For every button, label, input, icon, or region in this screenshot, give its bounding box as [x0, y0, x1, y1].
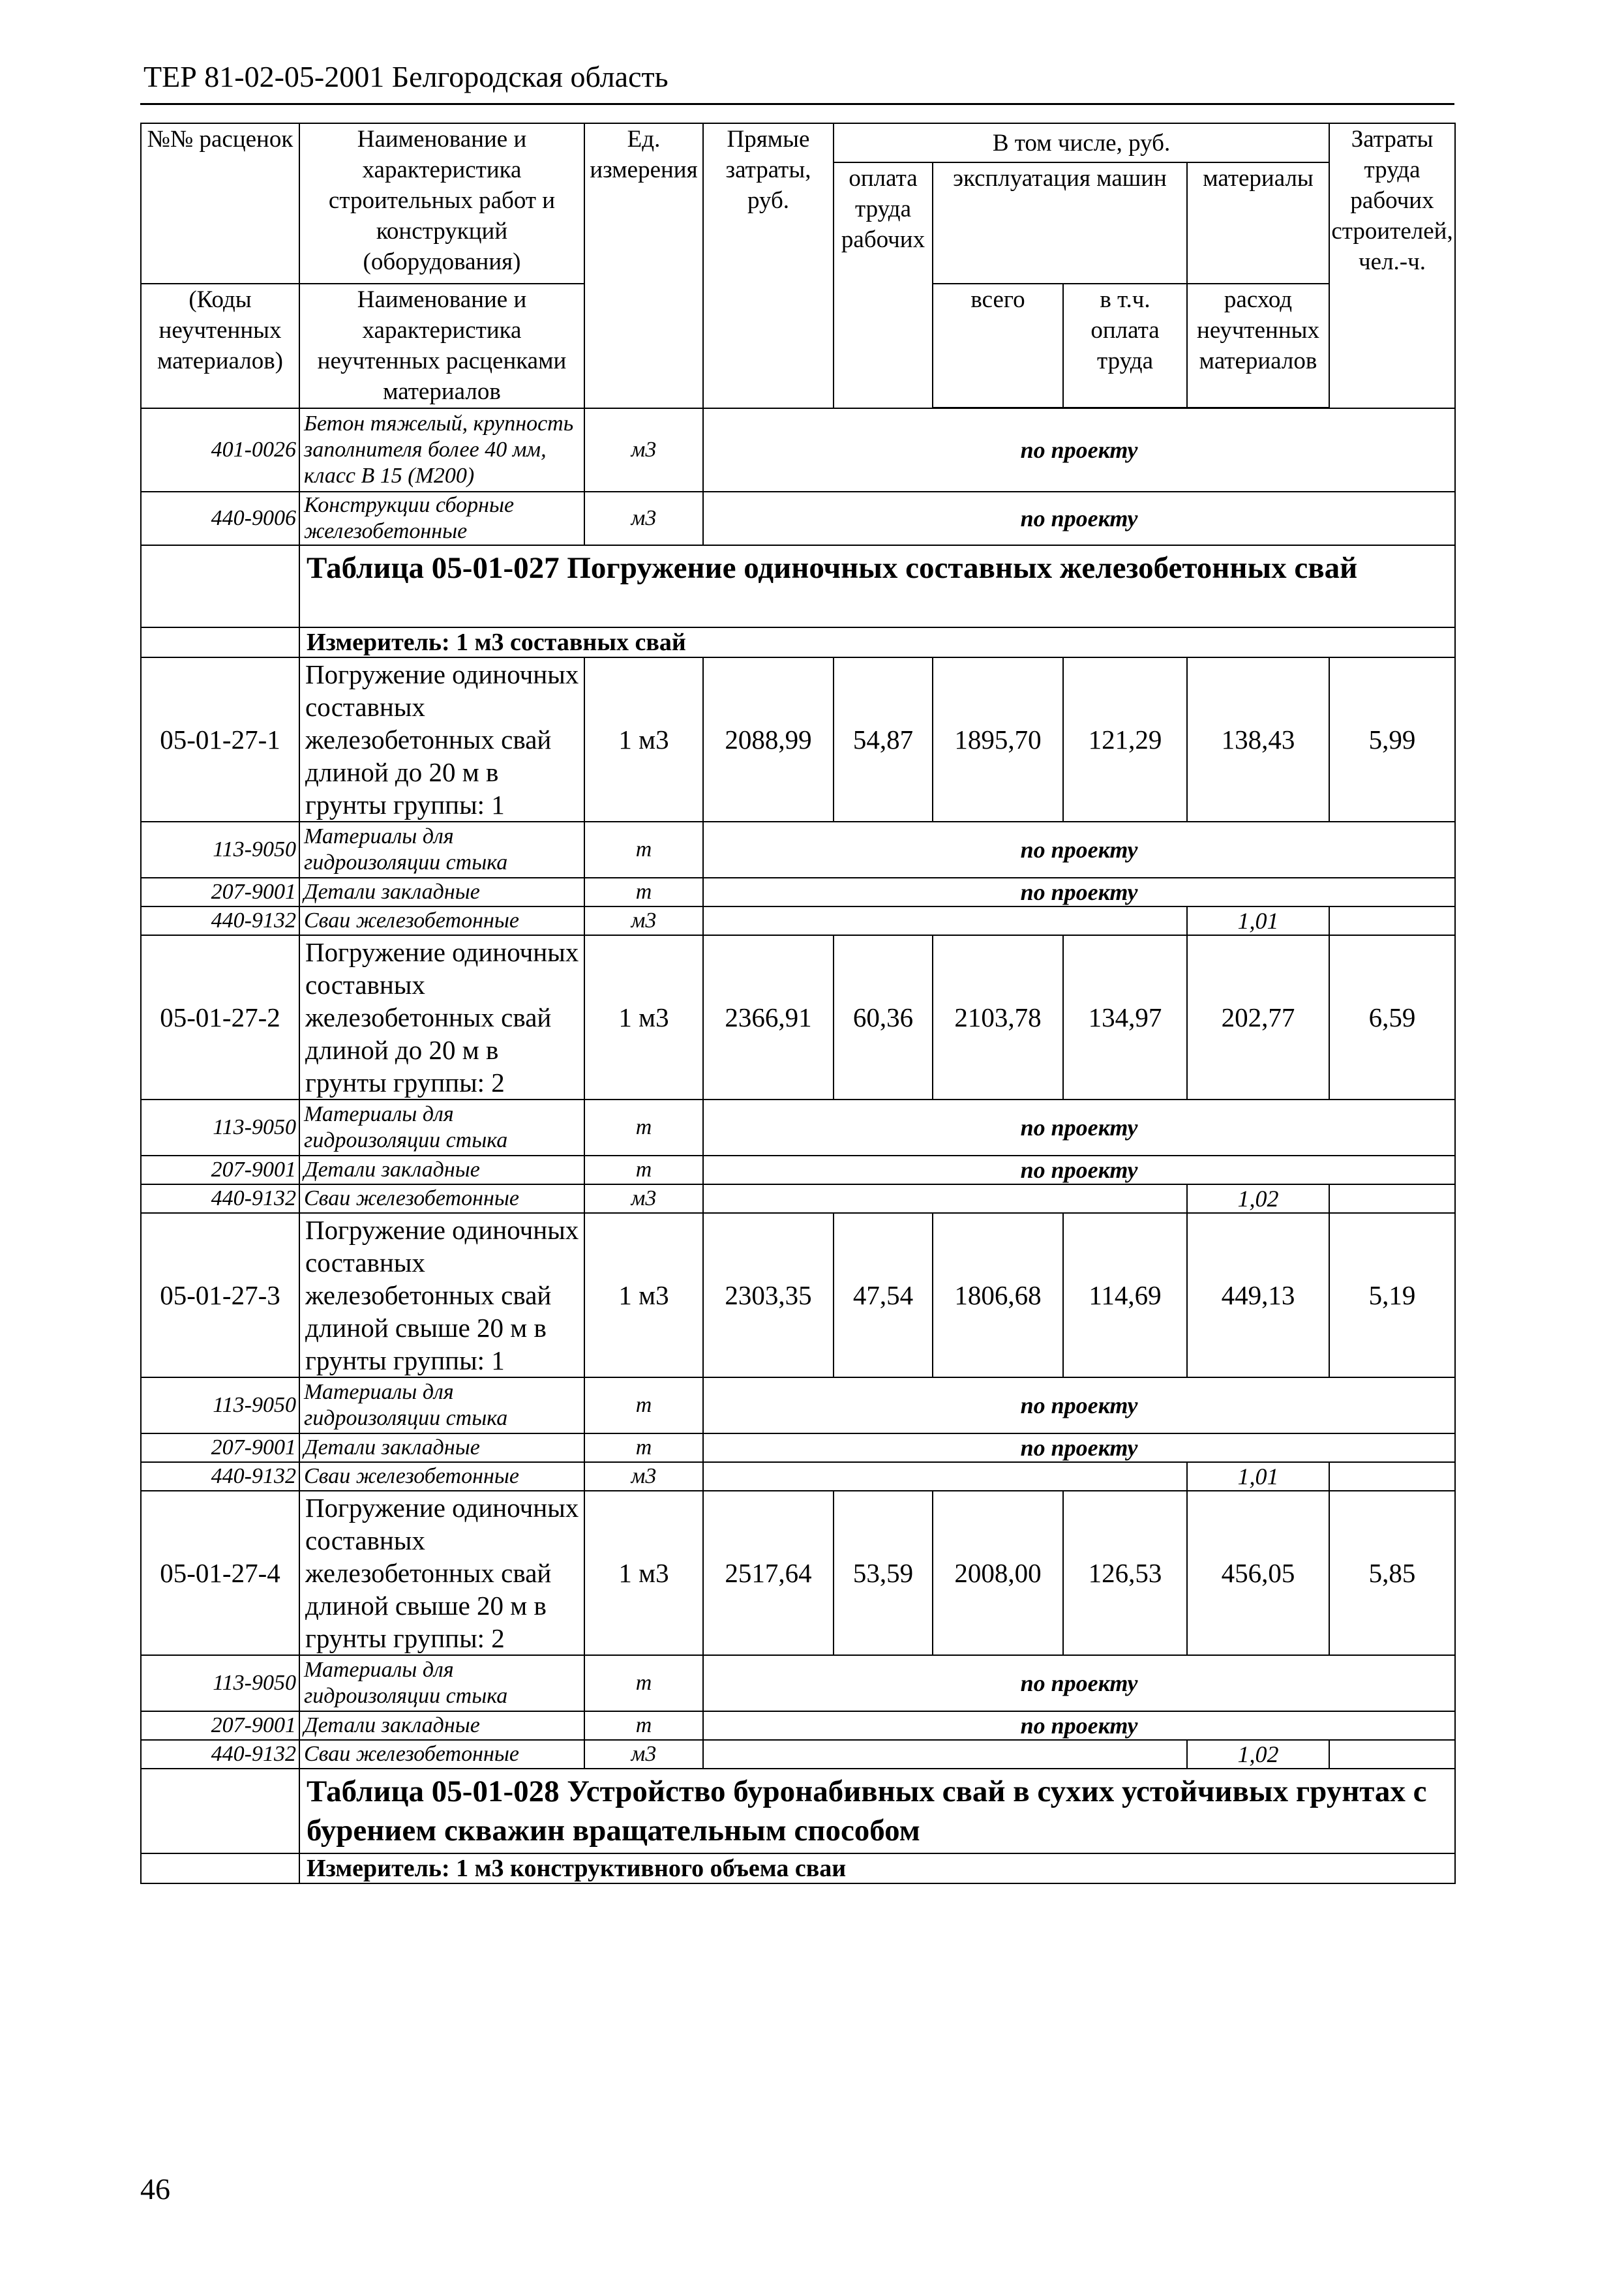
rate-code: 05-01-27-4 [141, 1491, 299, 1655]
material-quantity: 1,01 [1187, 906, 1329, 935]
rates-table [140, 123, 1456, 1884]
rate-labor-pay: 60,36 [834, 935, 933, 1100]
material-name: Материалы для гидроизоляции стыка [299, 1377, 584, 1433]
rate-unit: 1 м3 [584, 657, 703, 822]
material-code: 440-9132 [141, 906, 299, 935]
material-row [141, 1377, 1455, 1433]
col-direct-header: Прямые затраты, руб. [703, 123, 834, 408]
material-unit: м3 [584, 906, 703, 935]
material-row [141, 1433, 1455, 1462]
rate-code: 05-01-27-3 [141, 1213, 299, 1377]
material-code: 440-9132 [141, 1740, 299, 1769]
empty-cell [141, 1853, 299, 1883]
material-row [141, 1184, 1455, 1213]
material-value: по проекту [703, 1433, 1455, 1462]
header-rule [140, 103, 1454, 105]
table-title-row [141, 1769, 1455, 1853]
table-title-row [141, 545, 1455, 627]
material-code: 113-9050 [141, 1100, 299, 1156]
empty-cell [141, 627, 299, 657]
col-materials-header: материалы [1187, 162, 1329, 284]
col-mach-labor-header: в т.ч. оплата труда [1063, 284, 1187, 408]
rate-row [141, 657, 1455, 822]
rate-labor-hours: 5,85 [1329, 1491, 1455, 1655]
col-code2-header: (Коды неучтенных материалов) [141, 284, 299, 408]
rate-labor-pay: 54,87 [834, 657, 933, 822]
material-value: по проекту [703, 1100, 1455, 1156]
rate-name: Погружение одиночных составных железобетонных свай длиной до 20 м в грунты группы: 2 [299, 935, 584, 1100]
col-labor-pay-header: оплата труда рабочих [834, 162, 933, 408]
material-row [141, 1740, 1455, 1769]
col-machines-header: эксплуатация машин [933, 162, 1187, 284]
rate-name: Погружение одиночных составных железобетонных свай длиной до 20 м в грунты группы: 1 [299, 657, 584, 822]
empty-cell [703, 1184, 1187, 1213]
rate-direct-cost: 2366,91 [703, 935, 834, 1100]
table-meter: Измеритель: 1 м3 составных свай [299, 627, 1455, 657]
rate-materials: 138,43 [1187, 657, 1329, 822]
material-unit: т [584, 878, 703, 906]
material-name: Материалы для гидроизоляции стыка [299, 1655, 584, 1711]
col-name2-header: Наименование и характеристика неучтенных расценками материалов [299, 284, 584, 408]
material-unit: т [584, 1655, 703, 1711]
material-code: 207-9001 [141, 1711, 299, 1740]
rate-materials: 449,13 [1187, 1213, 1329, 1377]
material-row [141, 1711, 1455, 1740]
rate-code: 05-01-27-2 [141, 935, 299, 1100]
rate-labor-hours: 5,99 [1329, 657, 1455, 822]
rate-machines-labor: 134,97 [1063, 935, 1187, 1100]
material-code: 440-9132 [141, 1184, 299, 1213]
rate-labor-hours: 6,59 [1329, 935, 1455, 1100]
rate-machines-total: 1806,68 [933, 1213, 1063, 1377]
col-name-header: Наименование и характеристика строительных работ и конструкций (оборудования) [299, 123, 584, 284]
material-value: по проекту [703, 408, 1455, 492]
material-quantity: 1,02 [1187, 1740, 1329, 1769]
rate-machines-total: 2008,00 [933, 1491, 1063, 1655]
rate-materials: 456,05 [1187, 1491, 1329, 1655]
material-quantity: 1,01 [1187, 1462, 1329, 1491]
rate-labor-pay: 53,59 [834, 1491, 933, 1655]
material-unit: м3 [584, 1740, 703, 1769]
material-code: 401-0026 [141, 408, 299, 492]
material-name: Детали закладные [299, 1433, 584, 1462]
material-unit: м3 [584, 492, 703, 545]
material-unit: м3 [584, 408, 703, 492]
rate-unit: 1 м3 [584, 935, 703, 1100]
material-code: 207-9001 [141, 1433, 299, 1462]
rate-machines-labor: 121,29 [1063, 657, 1187, 822]
material-name: Сваи железобетонные [299, 1740, 584, 1769]
table-meter-row [141, 1853, 1455, 1883]
empty-cell [703, 1462, 1187, 1491]
material-code: 113-9050 [141, 1377, 299, 1433]
rate-direct-cost: 2517,64 [703, 1491, 834, 1655]
material-code: 440-9132 [141, 1462, 299, 1491]
material-code: 113-9050 [141, 1655, 299, 1711]
material-quantity: 1,02 [1187, 1184, 1329, 1213]
col-labor-hours-header: Затраты труда рабочих строителей, чел.-ч. [1329, 123, 1455, 408]
rate-unit: 1 м3 [584, 1491, 703, 1655]
rate-row [141, 1213, 1455, 1377]
table-title: Таблица 05-01-028 Устройство буронабивных свай в сухих устойчивых грунтах с бурением скважин вращательным способом [299, 1769, 1455, 1853]
material-name: Сваи железобетонные [299, 906, 584, 935]
material-unit: т [584, 1377, 703, 1433]
material-name: Сваи железобетонные [299, 1184, 584, 1213]
material-value: по проекту [703, 1377, 1455, 1433]
material-name: Детали закладные [299, 878, 584, 906]
rate-machines-labor: 126,53 [1063, 1491, 1187, 1655]
col-unit-header: Ед. измерения [584, 123, 703, 408]
rate-row [141, 935, 1455, 1100]
empty-cell [141, 1769, 299, 1853]
material-unit: т [584, 1100, 703, 1156]
rate-row [141, 1491, 1455, 1655]
material-value: по проекту [703, 1711, 1455, 1740]
material-code: 207-9001 [141, 1156, 299, 1184]
material-value: по проекту [703, 492, 1455, 545]
col-incl-header: В том числе, руб. [834, 123, 1329, 162]
empty-cell [1329, 1184, 1455, 1213]
empty-cell [1329, 1462, 1455, 1491]
material-name: Детали закладные [299, 1156, 584, 1184]
rate-name: Погружение одиночных составных железобетонных свай длиной свыше 20 м в грунты группы: 2 [299, 1491, 584, 1655]
page-header: ТЕР 81-02-05-2001 Белгородская область [143, 60, 669, 93]
col-mat-unaccounted-header: расход неучтенных материалов [1187, 284, 1329, 408]
material-unit: м3 [584, 1184, 703, 1213]
material-value: по проекту [703, 1655, 1455, 1711]
material-unit: т [584, 1156, 703, 1184]
rate-direct-cost: 2088,99 [703, 657, 834, 822]
material-code: 113-9050 [141, 822, 299, 878]
empty-cell [703, 1740, 1187, 1769]
material-row [141, 1156, 1455, 1184]
material-name: Конструкции сборные железобетонные [299, 492, 584, 545]
rate-machines-total: 2103,78 [933, 935, 1063, 1100]
material-row [141, 906, 1455, 935]
material-value: по проекту [703, 1156, 1455, 1184]
rate-unit: 1 м3 [584, 1213, 703, 1377]
rate-name: Погружение одиночных составных железобетонных свай длиной свыше 20 м в грунты группы: 1 [299, 1213, 584, 1377]
material-value: по проекту [703, 878, 1455, 906]
empty-cell [703, 906, 1187, 935]
material-row [141, 878, 1455, 906]
material-code: 207-9001 [141, 878, 299, 906]
table-meter: Измеритель: 1 м3 конструктивного объема сваи [299, 1853, 1455, 1883]
rate-machines-labor: 114,69 [1063, 1213, 1187, 1377]
page-number: 46 [140, 2172, 170, 2206]
material-unit: м3 [584, 1462, 703, 1491]
rate-materials: 202,77 [1187, 935, 1329, 1100]
material-name: Детали закладные [299, 1711, 584, 1740]
empty-cell [1329, 906, 1455, 935]
material-value: по проекту [703, 822, 1455, 878]
material-unit: т [584, 1711, 703, 1740]
material-unit: т [584, 1433, 703, 1462]
table-title: Таблица 05-01-027 Погружение одиночных составных железобетонных свай [299, 545, 1455, 627]
rate-machines-total: 1895,70 [933, 657, 1063, 822]
material-row [141, 822, 1455, 878]
material-row [141, 408, 1455, 492]
rate-labor-pay: 47,54 [834, 1213, 933, 1377]
empty-cell [141, 545, 299, 627]
material-name: Сваи железобетонные [299, 1462, 584, 1491]
table-meter-row [141, 627, 1455, 657]
rate-direct-cost: 2303,35 [703, 1213, 834, 1377]
material-code: 440-9006 [141, 492, 299, 545]
col-mach-total-header: всего [933, 284, 1063, 408]
material-unit: т [584, 822, 703, 878]
material-name: Материалы для гидроизоляции стыка [299, 1100, 584, 1156]
material-row [141, 1462, 1455, 1491]
rate-labor-hours: 5,19 [1329, 1213, 1455, 1377]
material-row [141, 492, 1455, 545]
empty-cell [1329, 1740, 1455, 1769]
rate-code: 05-01-27-1 [141, 657, 299, 822]
material-name: Бетон тяжелый, крупность заполнителя более 40 мм, класс В 15 (М200) [299, 408, 584, 492]
material-row [141, 1655, 1455, 1711]
col-code-header: №№ расценок [141, 123, 299, 284]
material-name: Материалы для гидроизоляции стыка [299, 822, 584, 878]
material-row [141, 1100, 1455, 1156]
